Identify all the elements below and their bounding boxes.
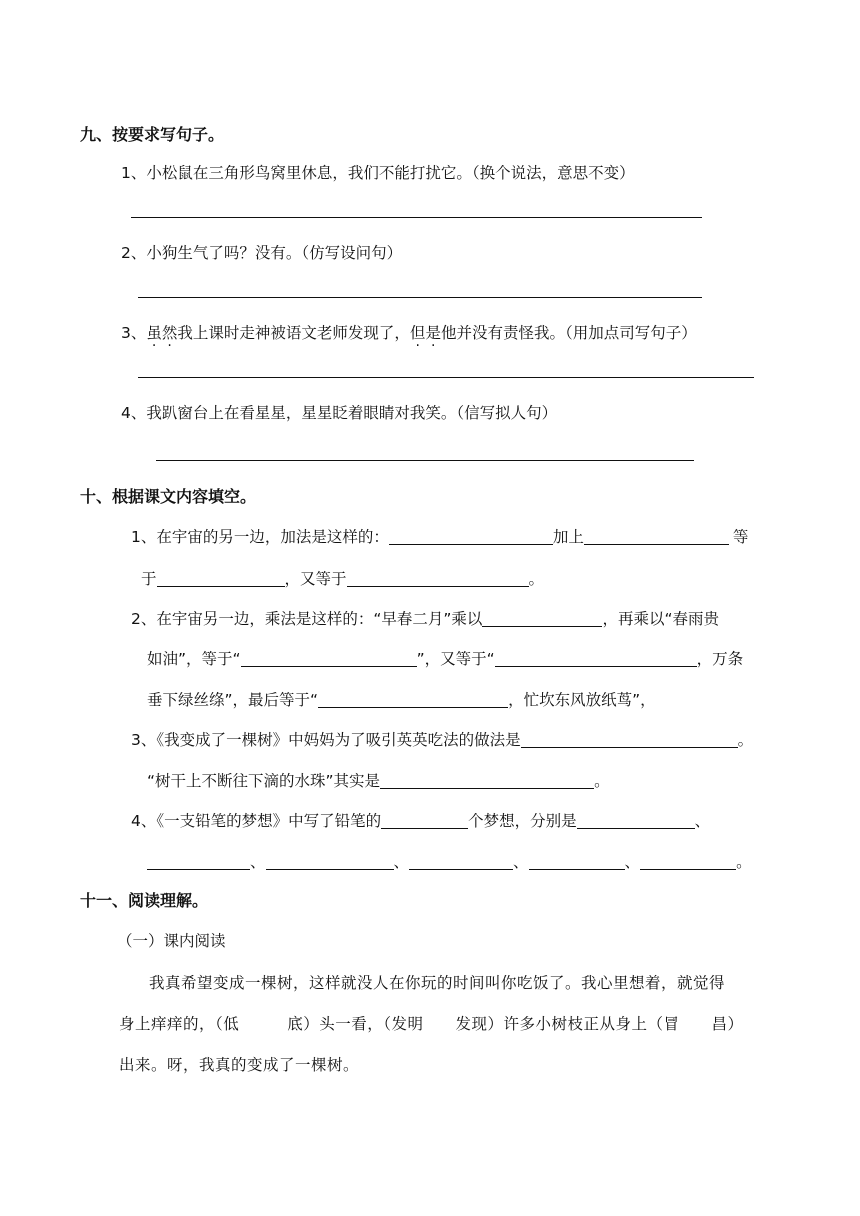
blank[interactable]: [318, 691, 508, 708]
dot-char: 但: [409, 324, 426, 342]
q9-3-text: 3、虽然我上课时走神被语文老师发现了，但是他并没有责怪我。（用加点司写句子）: [121, 324, 697, 342]
q9-3-answer-line[interactable]: [138, 377, 754, 378]
q9-1-answer-line[interactable]: [131, 217, 702, 218]
q10-1-line1: 1、在宇宙的另一边，加法是这样的： 加上 等: [131, 528, 749, 546]
q9-2-answer-line[interactable]: [138, 297, 702, 298]
blank[interactable]: [529, 853, 625, 870]
blank[interactable]: [389, 528, 553, 545]
blank[interactable]: [381, 812, 468, 829]
blank[interactable]: [482, 610, 602, 627]
q10-2-line1: 2、在宇宙另一边，乘法是这样的：“早春二月”乘以 ，再乘以“春雨贵: [131, 610, 719, 628]
q9-2-text: 2、小狗生气了吗？没有。（仿写设问句）: [121, 244, 403, 262]
q10-1-line2: 于 ，又等于 。: [141, 570, 545, 588]
blank[interactable]: [495, 650, 697, 667]
reading-subtitle: （一）课内阅读: [117, 932, 226, 950]
q9-1-text: 1、小松鼠在三角形鸟窝里休息，我们不能打扰它。（换个说法，意思不变）: [121, 164, 635, 182]
dot-char: 是: [425, 324, 441, 342]
dot-char: 然: [161, 324, 178, 342]
q10-4-line2: 、 、 、 、 。: [147, 850, 752, 872]
section11-title: 十一、阅读理解。: [80, 891, 209, 910]
blank[interactable]: [380, 772, 594, 789]
blank[interactable]: [157, 570, 285, 587]
blank[interactable]: [584, 528, 729, 545]
blank[interactable]: [521, 731, 738, 748]
section10-title: 十、根据课文内容填空。: [80, 487, 257, 506]
blank[interactable]: [640, 853, 736, 870]
q10-3-line2: “树干上不断往下滴的水珠”其实是 。: [147, 772, 610, 790]
q9-4-text: 4、我趴窗台上在看星星，星星眨着眼睛对我笑。（信写拟人句）: [121, 404, 558, 422]
dot-char: 虽: [146, 324, 162, 342]
reading-paragraph-line2[interactable]: 身上痒痒的，（低 底）头一看，（发明 发现）许多小树枝正从身上（冒 昌）: [119, 1015, 744, 1033]
blank[interactable]: [409, 853, 513, 870]
q10-2-line2: 如油”，等于“ ”，又等于“ ，万条: [147, 650, 744, 668]
blank[interactable]: [147, 853, 250, 870]
q10-2-line3: 垂下绿丝绦”，最后等于“ ，忙坎东风放纸茑”，: [147, 691, 656, 709]
reading-paragraph-line1: 我真希望变成一棵树，这样就没人在你玩的时间叫你吃饭了。我心里想着，就觉得: [149, 974, 726, 992]
blank[interactable]: [577, 812, 695, 829]
q10-3-line1: 3、《我变成了一棵树》中妈妈为了吸引英英吃法的做法是 。: [131, 731, 754, 749]
blank[interactable]: [347, 570, 529, 587]
blank[interactable]: [241, 650, 417, 667]
section9-title: 九、按要求写句子。: [80, 125, 225, 144]
blank[interactable]: [266, 853, 394, 870]
q10-4-line1: 4、《一支铅笔的梦想》中写了铅笔的 个梦想，分别是 、: [131, 812, 711, 830]
q9-4-answer-line[interactable]: [156, 460, 694, 461]
reading-paragraph-line3: 出来。呀，我真的变成了一棵树。: [119, 1056, 360, 1074]
